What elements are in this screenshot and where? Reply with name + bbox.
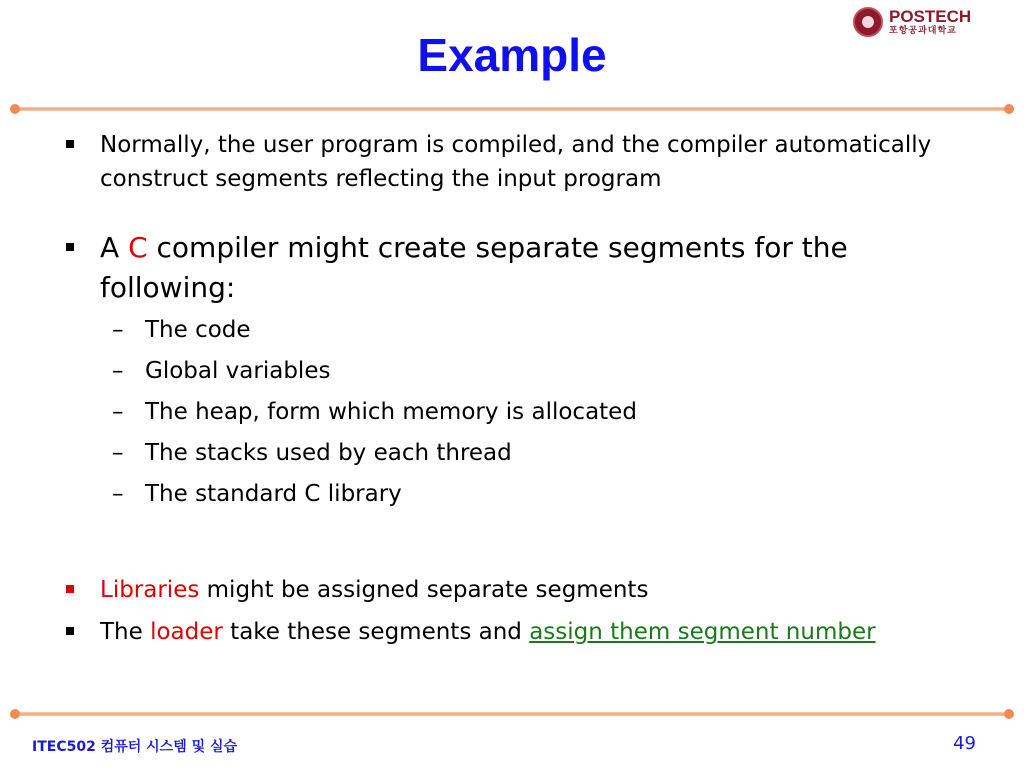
bullet-4-link[interactable]: assign them segment number — [529, 619, 876, 645]
dash-marker: – — [112, 358, 124, 384]
footer-course: ITEC502 컴퓨터 시스템 및 실습 — [32, 739, 238, 755]
sub-item-text: The standard C library — [145, 481, 402, 507]
slide-title: Example — [417, 29, 607, 81]
bullet-3-highlight: Libraries — [100, 577, 200, 603]
sub-item — [60, 351, 960, 392]
sub-item-text: The code — [145, 317, 251, 343]
dash-marker: – — [112, 399, 124, 425]
bullet-2 — [60, 228, 960, 308]
sub-item-text: The stacks used by each thread — [145, 440, 512, 466]
page-number: 49 — [953, 733, 976, 754]
sub-item — [60, 433, 960, 474]
logo-name: POSTECH — [889, 7, 972, 26]
slide-body — [60, 128, 960, 649]
sub-item — [60, 474, 960, 515]
dash-marker: – — [112, 317, 124, 343]
square-bullet-icon — [66, 585, 74, 593]
bullet-2-pre: A — [100, 231, 129, 264]
bottom-divider — [16, 710, 1008, 718]
university-seal-icon — [853, 7, 883, 37]
sub-item — [60, 392, 960, 433]
top-divider — [16, 105, 1008, 113]
bullet-4-mid: take these segments and — [222, 619, 530, 645]
square-bullet-icon — [66, 243, 74, 251]
square-bullet-icon — [66, 627, 74, 635]
bullet-3-post: might be assigned separate segments — [199, 577, 649, 603]
bullet-2-post: compiler might create separate segments for the following: — [100, 231, 848, 304]
sub-list — [60, 310, 960, 515]
dash-marker: – — [112, 481, 124, 507]
bullet-4-highlight: loader — [150, 619, 223, 645]
sub-item — [60, 310, 960, 351]
bullet-4 — [60, 615, 960, 649]
logo-subtitle: 포항공과대학교 — [889, 26, 957, 36]
square-bullet-icon — [66, 140, 74, 148]
postech-logo — [853, 5, 988, 39]
bullet-1 — [60, 128, 960, 196]
sub-item-text: Global variables — [145, 358, 331, 384]
bullet-1-text: Normally, the user program is compiled, and the compiler automatically construct segments reflecting the input program — [100, 132, 932, 192]
bullet-4-pre: The — [100, 619, 151, 645]
bullet-2-highlight: C — [128, 231, 148, 264]
sub-item-text: The heap, form which memory is allocated — [145, 399, 637, 425]
bullet-3 — [60, 573, 960, 607]
dash-marker: – — [112, 440, 124, 466]
